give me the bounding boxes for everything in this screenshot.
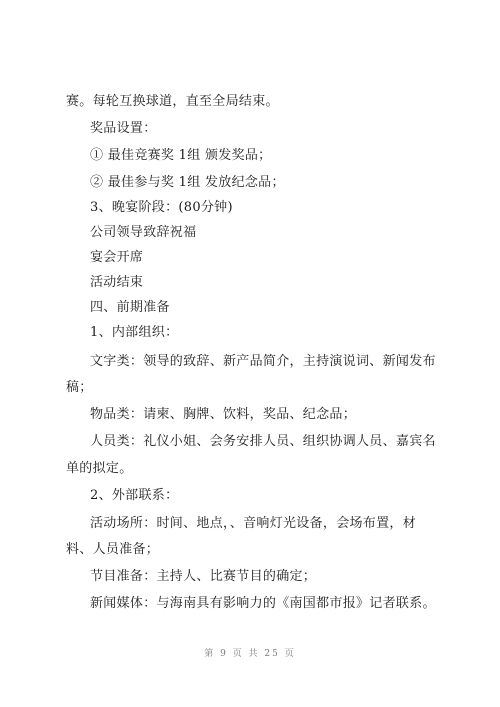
text-line-personnel: 人员类：礼仪小姐、会务安排人员、组织协调人员、嘉宾名: [90, 434, 436, 449]
text-line-dinner-stage: 3、晚宴阶段：(80分钟): [90, 200, 233, 215]
text-line-venue: 活动场所：时间、地点，、音响灯光设备，会场布置，材: [90, 516, 417, 531]
text-line-venue-cont: 料、人员准备；: [66, 542, 160, 557]
text-line-prize-1: ① 最佳竞赛奖 1组 颁发奖品；: [90, 148, 272, 163]
text-line-leader-speech: 公司领导致辞祝福: [90, 225, 197, 240]
text-line-materials: 物品类：请柬、胸牌、饮料，奖品、纪念品；: [90, 407, 357, 422]
text-line-text-items: 文字类：领导的致辞、新产品简介，主持演说词、新闻发布: [90, 354, 436, 369]
text-line-continuation: 赛。每轮互换球道，直至全局结束。: [66, 94, 279, 109]
text-line-prize-2: ② 最佳参与奖 1组 发放纪念品；: [90, 175, 285, 190]
text-line-personnel-cont: 单的拟定。: [66, 461, 133, 476]
text-line-media: 新闻媒体：与海南具有影响力的《南国都市报》记者联系。: [90, 596, 436, 611]
text-line-banquet-start: 宴会开席: [90, 250, 144, 265]
section-heading-preparation: 四、前期准备: [90, 300, 170, 315]
subheading-internal: 1、内部组织：: [90, 325, 179, 340]
subheading-external: 2、外部联系：: [90, 488, 179, 503]
text-line-prize-heading: 奖品设置：: [90, 121, 157, 136]
text-line-program: 节目准备：主持人、比赛节目的确定；: [90, 569, 317, 584]
text-line-text-items-cont: 稿；: [66, 380, 93, 395]
page-footer: 第 9 页 共 25 页: [204, 649, 296, 659]
text-line-event-end: 活动结束: [90, 275, 144, 290]
